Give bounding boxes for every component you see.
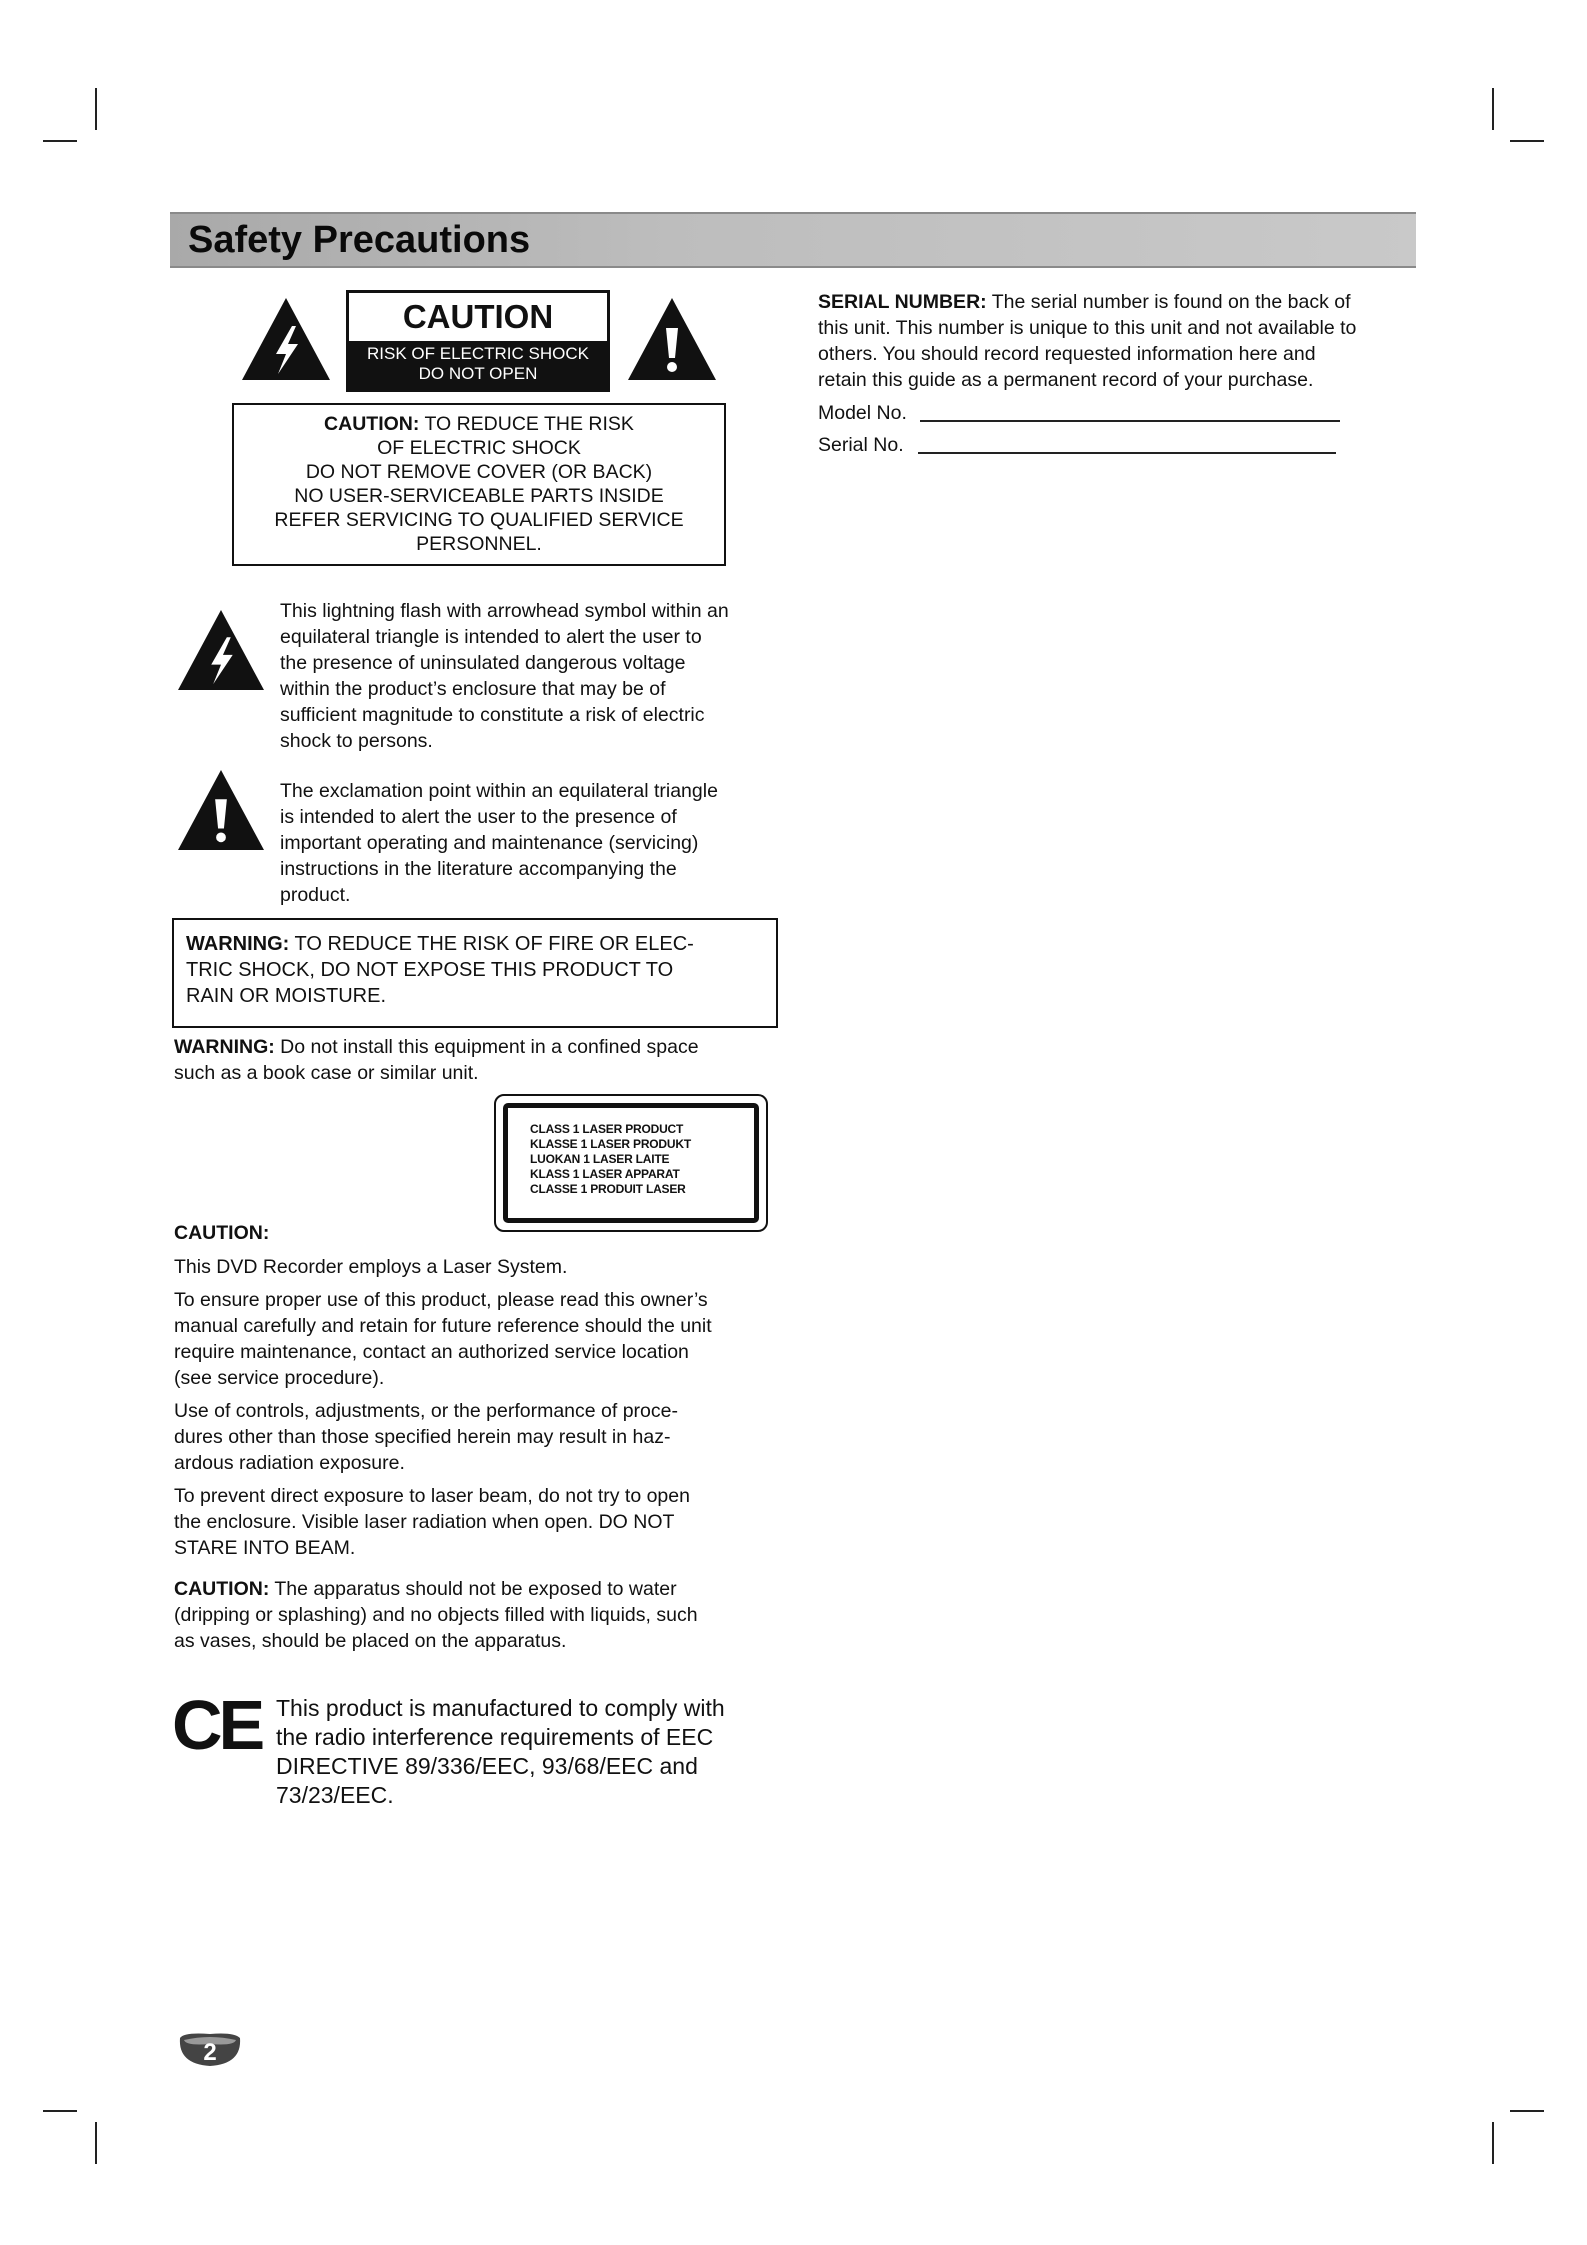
- exclamation-triangle-icon: [176, 768, 266, 852]
- serial-number-section: SERIAL NUMBER: The serial number is found on the back of this unit. This number is unique to this unit and not available to others. You should record requested information here and retain this guide as a permanent record of your purchase.: [818, 291, 1357, 391]
- lightning-triangle-icon: [176, 608, 266, 692]
- crop-mark: [1510, 2110, 1544, 2112]
- model-no-label: Model No.: [818, 402, 907, 424]
- exclamation-triangle-icon: [626, 296, 718, 382]
- page-number: 2: [203, 2039, 217, 2066]
- page-number-badge: [174, 2030, 246, 2070]
- crop-mark: [1492, 88, 1494, 130]
- crop-mark: [43, 140, 77, 142]
- model-no-field[interactable]: [920, 420, 1340, 422]
- crop-mark: [95, 2122, 97, 2164]
- lightning-description: This lightning flash with arrowhead symbol within an equilateral triangle is intended to alert the user to the presence of uninsulated dangerous voltage within the product’s enclosure that may be of sufficient magnitude to constitute a risk of electric shock to persons.: [280, 600, 729, 752]
- caution-notice-box: CAUTION: TO REDUCE THE RISK OF ELECTRIC SHOCK DO NOT REMOVE COVER (OR BACK) NO USER-SERVICEABLE PARTS INSIDE REFER SERVICING TO QUALIFIED SERVICE PERSONNEL.: [232, 403, 726, 566]
- caution-label: [346, 290, 610, 392]
- crop-mark: [95, 88, 97, 130]
- exclamation-description: The exclamation point within an equilateral triangle is intended to alert the user to the presence of important operating and maintenance (servicing) instructions in the literature accompanying the product.: [280, 780, 718, 906]
- warning-box: WARNING: TO REDUCE THE RISK OF FIRE OR ELEC- TRIC SHOCK, DO NOT EXPOSE THIS PRODUCT TO RAIN OR MOISTURE.: [172, 918, 778, 1028]
- serial-no-label: Serial No.: [818, 434, 904, 456]
- ce-mark-icon: CE: [172, 1686, 262, 1764]
- caution-water: CAUTION: The apparatus should not be exposed to water (dripping or splashing) and no objects filled with liquids, such as vases, should be placed on the apparatus.: [174, 1578, 698, 1652]
- crop-mark: [1510, 140, 1544, 142]
- warning-confined-space: WARNING: Do not install this equipment in a confined space such as a book case or similar unit.: [174, 1036, 699, 1084]
- caution-label-subtitle: RISK OF ELECTRIC SHOCK DO NOT OPEN: [367, 344, 589, 383]
- section-title-bar: [170, 212, 1416, 268]
- crop-mark: [1492, 2122, 1494, 2164]
- page-title: Safety Precautions: [188, 219, 531, 261]
- laser-caution-heading: CAUTION:: [174, 1222, 270, 1244]
- serial-no-field[interactable]: [918, 452, 1336, 454]
- ce-compliance-text: This product is manufactured to comply with the radio interference requirements of EEC DIRECTIVE 89/336/EEC, 93/68/EEC and 73/23/EEC.: [276, 1695, 725, 1808]
- caution-label-title: CAUTION: [349, 293, 607, 341]
- crop-mark: [43, 2110, 77, 2112]
- lightning-triangle-icon: [240, 296, 332, 382]
- laser-class-label: CLASS 1 LASER PRODUCT KLASSE 1 LASER PRODUKT LUOKAN 1 LASER LAITE KLASS 1 LASER APPARAT CLASSE 1 PRODUIT LASER: [494, 1094, 768, 1232]
- laser-caution-section: CAUTION: This DVD Recorder employs a Laser System. To ensure proper use of this product, please read this owner’s manual carefully and retain for future reference should the unit require maintenance, contact an authorized service location (see service procedure). Use of controls, adjustments, or the performance of proce- dures other than those specified herein may result in haz- ardous radiation exposure. To prevent direct exposure to laser beam, do not try to open the enclosure. Visible laser radiation when open. DO NOT STARE INTO BEAM.: [174, 1220, 794, 1561]
